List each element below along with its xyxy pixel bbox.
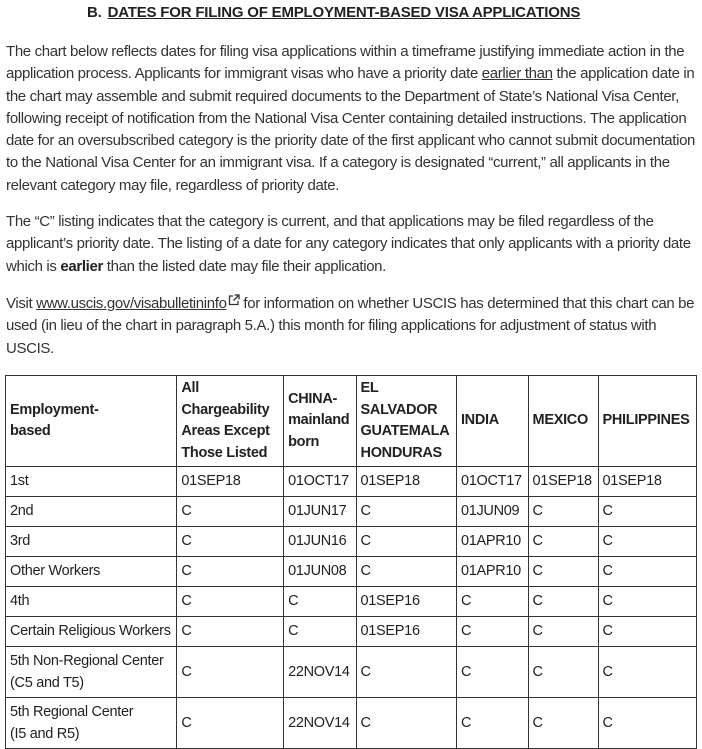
intro-underlined-phrase: earlier than [481, 65, 553, 83]
date-cell: C [177, 497, 284, 527]
column-header-line: MEXICO [532, 412, 588, 429]
date-cell: 01SEP16 [356, 587, 456, 617]
column-header [284, 376, 356, 467]
category-cell [6, 557, 177, 587]
date-cell: C [528, 557, 598, 587]
section-title: DATES FOR FILING OF EMPLOYMENT-BASED VISA APPLICATIONS [107, 4, 581, 21]
table-row [6, 557, 697, 587]
category-cell [6, 587, 177, 617]
date-cell: C [528, 587, 598, 617]
column-header-line: based [10, 423, 51, 439]
date-cell: C [356, 647, 456, 698]
date-cell: C [598, 527, 697, 557]
category-line: 3rd [10, 532, 31, 549]
date-cell: C [356, 527, 456, 557]
section-letter: B. [87, 4, 102, 21]
date-cell: C [598, 617, 697, 647]
date-cell: C [177, 698, 284, 749]
date-cell: 01APR10 [456, 557, 528, 587]
column-header [356, 376, 456, 467]
category-line: 2nd [10, 502, 34, 519]
column-header-line: born [288, 433, 320, 450]
category-line: (I5 and R5) [10, 726, 80, 742]
date-cell: C [598, 497, 697, 527]
current-text-a: The “C” listing indicates that the category is current, and that applications may be filed regardless of the applicant’s priority date. The listing of a date for any category indicates that only applicants with a priority date which is [6, 213, 691, 275]
intro-text-b: the application date in the chart may assemble and submit required documents to the Department of State’s National Visa Center, following receipt of notification from the National Visa Center containing detailed instructions. The application date for an oversubscribed category is the priority date of the first applicant who cannot submit documentation to the National Visa Center for an immigrant visa. If a category is designated “current,” all applicants in the relevant category may file, regardless of priority date. [6, 65, 696, 194]
category-line: 4th [10, 592, 30, 609]
column-header [456, 376, 528, 467]
table-row [6, 698, 697, 749]
date-cell: 01SEP18 [356, 467, 456, 497]
date-cell: 01OCT17 [456, 467, 528, 497]
uscis-paragraph [6, 293, 698, 360]
column-header-line: CHINA- [288, 390, 338, 407]
table-row [6, 587, 697, 617]
date-cell: C [356, 557, 456, 587]
date-cell: C [177, 527, 284, 557]
intro-text-a: The chart below reflects dates for filing visa applications within a timeframe justifying immediate action in the application process. Applicants for immigrant visas who have a priority date [6, 43, 685, 83]
column-header-line: Those Listed [181, 444, 268, 461]
date-cell: C [177, 557, 284, 587]
date-cell: C [528, 617, 598, 647]
category-line: (C5 and T5) [10, 675, 84, 691]
date-cell: 01SEP18 [177, 467, 284, 497]
category-line: 1st [10, 472, 29, 489]
date-cell: C [284, 587, 356, 617]
current-text-b: than the listed date may file their application. [102, 257, 386, 275]
date-cell: C [177, 647, 284, 698]
date-cell: 22NOV14 [284, 647, 356, 698]
date-cell: C [528, 647, 598, 698]
date-cell: 01APR10 [456, 527, 528, 557]
category-cell [6, 647, 177, 698]
intro-paragraph [6, 41, 698, 197]
column-header-line: Areas Except [181, 423, 270, 439]
column-header-line: PHILIPPINES [602, 412, 690, 429]
table-row [6, 497, 697, 527]
column-header-line: All Chargeability [181, 380, 270, 418]
date-cell: C [528, 497, 598, 527]
date-cell: C [528, 698, 598, 749]
category-cell [6, 527, 177, 557]
category-line: Other Workers [10, 562, 101, 579]
date-cell: C [598, 587, 697, 617]
column-header-line: HONDURAS [360, 444, 442, 461]
date-cell: 01SEP18 [598, 467, 697, 497]
column-header-line: INDIA [460, 412, 499, 429]
category-cell [6, 617, 177, 647]
section-heading [87, 4, 580, 21]
category-cell [6, 497, 177, 527]
date-cell: 01JUN17 [284, 497, 356, 527]
category-line: 5th Non-Regional Center [10, 653, 164, 669]
date-cell: C [456, 698, 528, 749]
date-cell: C [598, 557, 697, 587]
uscis-text-a: Visit [6, 295, 37, 312]
date-cell: C [356, 698, 456, 749]
uscis-link[interactable]: www.uscis.gov/visabulletininfo [36, 295, 227, 312]
column-header [177, 376, 284, 467]
date-cell: 01JUN16 [284, 527, 356, 557]
date-cell: C [177, 617, 284, 647]
date-cell: 01SEP16 [356, 617, 456, 647]
table-row [6, 617, 697, 647]
category-cell [6, 467, 177, 497]
column-header [528, 376, 598, 467]
uscis-text-b: for information on whether USCIS has determined that this chart can be used (in lieu of the chart in paragraph 5.A.) this month for filing applications for adjustment of status with USCIS. [6, 295, 695, 357]
table-row [6, 527, 697, 557]
date-cell: C [177, 587, 284, 617]
column-header-line: mainland [288, 412, 350, 429]
date-cell: 01SEP18 [528, 467, 598, 497]
category-line: 5th Regional Center [10, 704, 134, 720]
column-header-line: EL SALVADOR [360, 380, 438, 418]
date-cell: C [356, 497, 456, 527]
date-cell: C [528, 527, 598, 557]
date-cell: 01JUN08 [284, 557, 356, 587]
date-cell: C [284, 617, 356, 647]
filing-dates-table [5, 375, 697, 749]
date-cell: C [456, 587, 528, 617]
date-cell: C [456, 647, 528, 698]
current-bold-word: earlier [60, 257, 103, 275]
external-link-icon[interactable] [228, 294, 240, 306]
date-cell: 22NOV14 [284, 698, 356, 749]
date-cell: C [456, 617, 528, 647]
column-header-line: GUATEMALA [360, 423, 450, 439]
current-listing-paragraph [6, 211, 698, 278]
date-cell: 01JUN09 [456, 497, 528, 527]
category-cell [6, 698, 177, 749]
table-body [6, 467, 697, 749]
table-row [6, 467, 697, 497]
date-cell: 01OCT17 [284, 467, 356, 497]
date-cell: C [598, 698, 697, 749]
table-header-row [6, 376, 697, 467]
column-header [6, 376, 177, 467]
column-header [598, 376, 697, 467]
column-header-line: Employment- [10, 401, 99, 418]
table-row [6, 647, 697, 698]
date-cell: C [598, 647, 697, 698]
category-line: Certain Religious Workers [10, 622, 171, 639]
